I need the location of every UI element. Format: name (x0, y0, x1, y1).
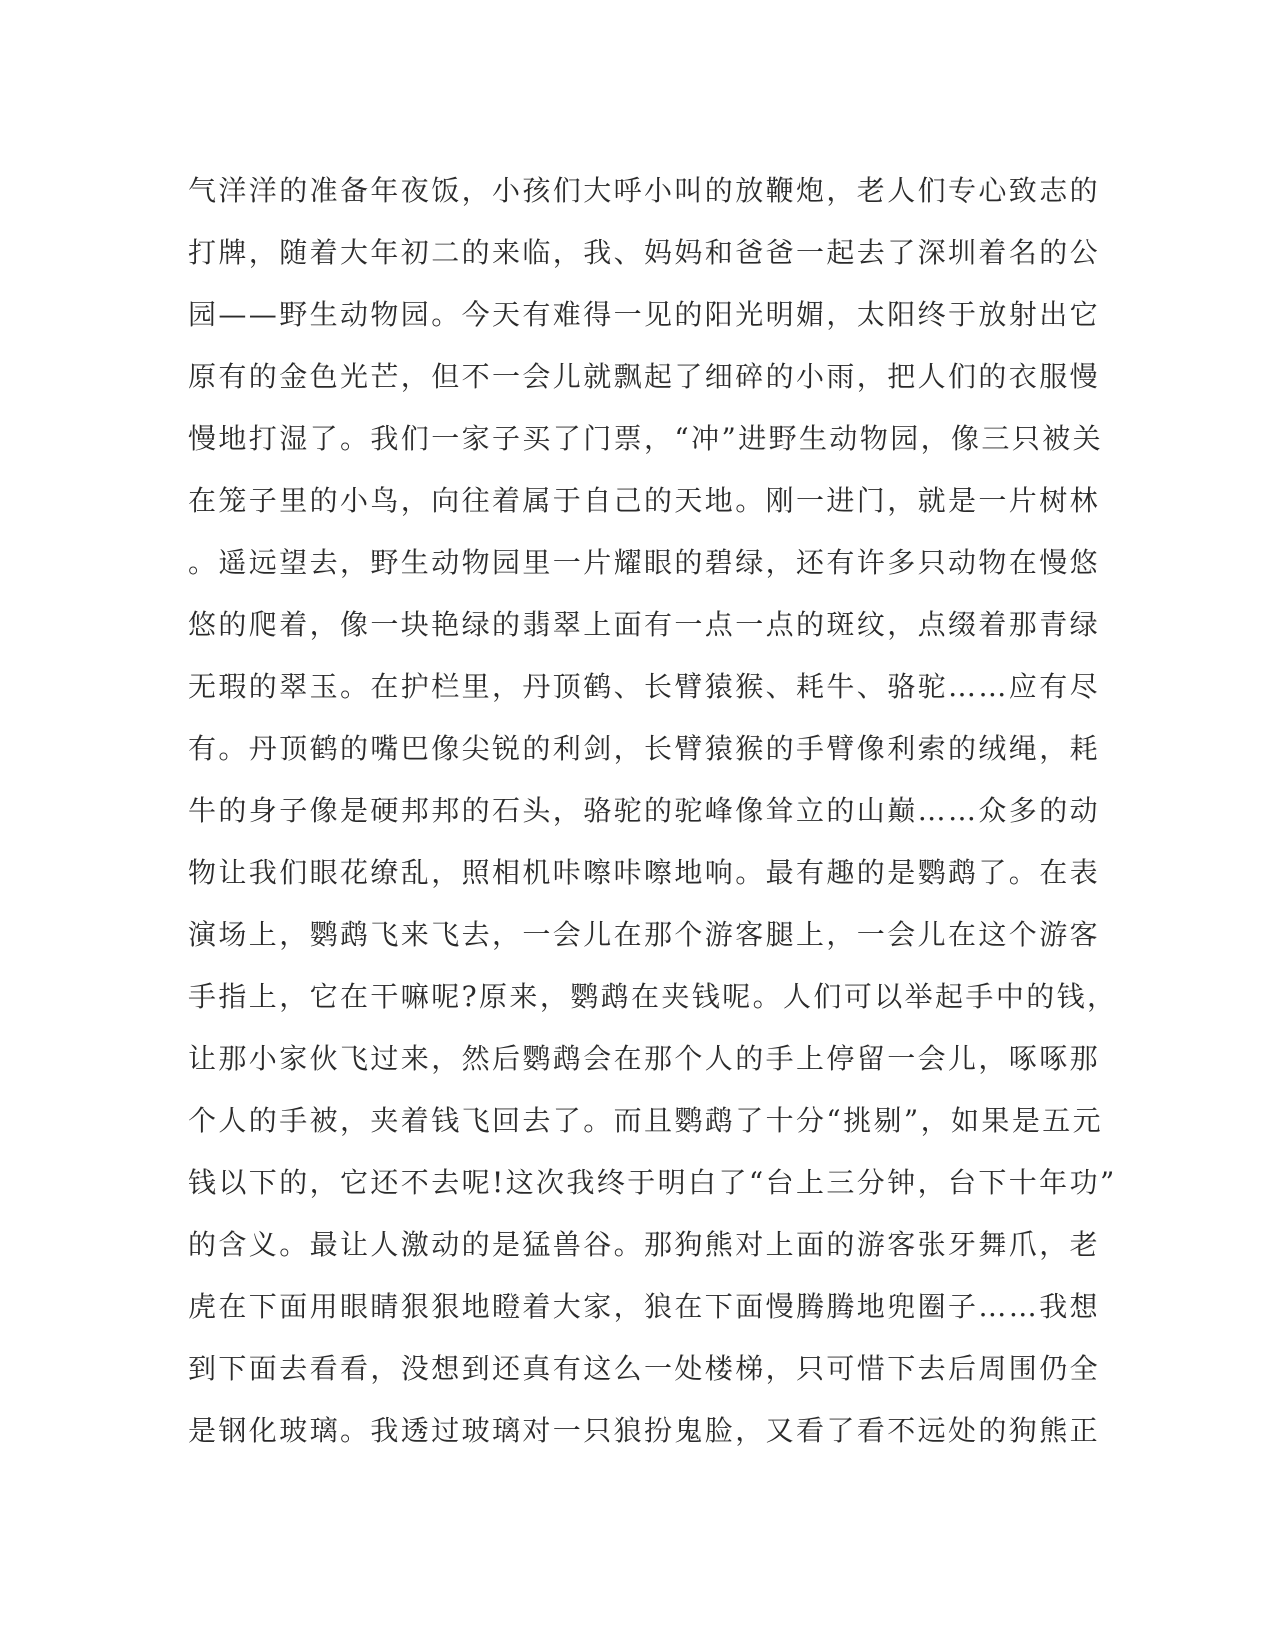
text-line: 慢地打湿了。我们一家子买了门票，“冲”进野生动物园，像三只被关 (188, 422, 1104, 455)
text-line: 有。丹顶鹤的嘴巴像尖锐的利剑，长臂猿猴的手臂像利索的绒绳，耗 (188, 732, 1101, 765)
text-line: 虎在下面用眼睛狠狠地瞪着大家，狼在下面慢腾腾地兜圈子……我想 (188, 1290, 1101, 1323)
text-line: 园——野生动物园。今天有难得一见的阳光明媚，太阳终于放射出它 (188, 298, 1101, 331)
text-line: 手指上，它在干嘛呢?原来，鹦鹉在夹钱呢。人们可以举起手中的钱， (188, 980, 1118, 1013)
text-line: 无瑕的翠玉。在护栏里，丹顶鹤、长臂猿猴、耗牛、骆驼……应有尽 (188, 670, 1101, 703)
text-line: 演场上，鹦鹉飞来飞去，一会儿在那个游客腿上，一会儿在这个游客 (188, 918, 1101, 951)
text-line: 的含义。最让人激动的是猛兽谷。那狗熊对上面的游客张牙舞爪，老 (188, 1228, 1101, 1261)
text-line: 气洋洋的准备年夜饭，小孩们大呼小叫的放鞭炮，老人们专心致志的 (188, 174, 1101, 207)
text-line: 。遥远望去，野生动物园里一片耀眼的碧绿，还有许多只动物在慢悠 (188, 546, 1101, 579)
text-line: 牛的身子像是硬邦邦的石头，骆驼的驼峰像耸立的山巅……众多的动 (188, 794, 1101, 827)
text-line: 是钢化玻璃。我透过玻璃对一只狼扮鬼脸，又看了看不远处的狗熊正 (188, 1414, 1101, 1447)
text-line: 钱以下的，它还不去呢!这次我终于明白了“台上三分钟，台下十年功” (188, 1166, 1117, 1199)
text-line: 让那小家伙飞过来，然后鹦鹉会在那个人的手上停留一会儿，啄啄那 (188, 1042, 1101, 1075)
body-text (188, 160, 1118, 1462)
text-line: 原有的金色光芒，但不一会儿就飘起了细碎的小雨，把人们的衣服慢 (188, 360, 1101, 393)
text-line: 个人的手被，夹着钱飞回去了。而且鹦鹉了十分“挑剔”，如果是五元 (188, 1104, 1104, 1137)
text-line: 到下面去看看，没想到还真有这么一处楼梯，只可惜下去后周围仍全 (188, 1352, 1101, 1385)
text-line: 物让我们眼花缭乱，照相机咔嚓咔嚓地响。最有趣的是鹦鹉了。在表 (188, 856, 1101, 889)
text-line: 悠的爬着，像一块艳绿的翡翠上面有一点一点的斑纹，点缀着那青绿 (188, 608, 1101, 641)
text-line: 在笼子里的小鸟，向往着属于自己的天地。刚一进门，就是一片树林 (188, 484, 1101, 517)
text-line: 打牌，随着大年初二的来临，我、妈妈和爸爸一起去了深圳着名的公 (188, 236, 1101, 269)
